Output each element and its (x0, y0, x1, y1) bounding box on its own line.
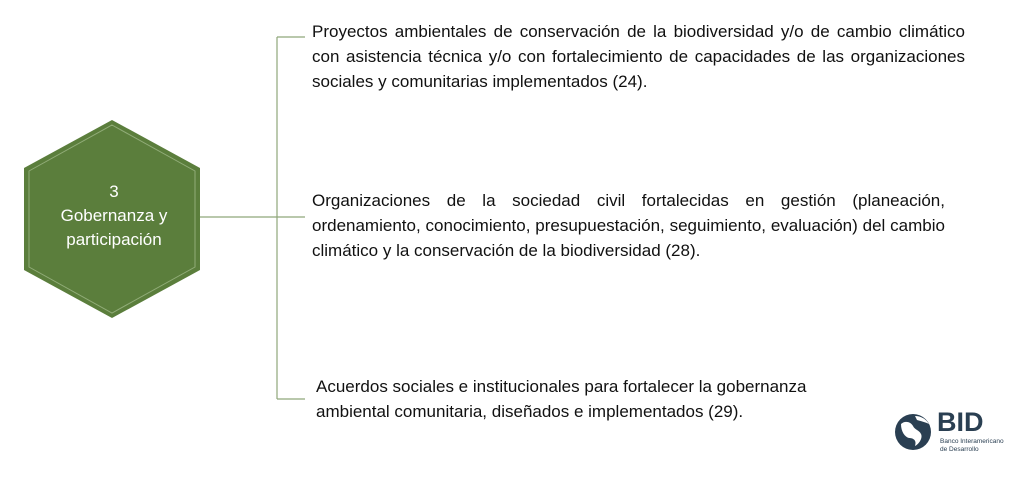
node-label (26, 180, 202, 252)
outcome-item-3: Acuerdos sociales e institucionales para fortalecer la gobernanza ambiental comunitaria, diseñados e implementados (29). (316, 377, 807, 421)
node-number: 3 (109, 182, 119, 201)
node-title-line2: participación (66, 230, 162, 249)
bid-subtitle-line2: de Desarrollo (940, 446, 979, 453)
bid-subtitle (940, 438, 1004, 454)
outcome-item-1: Proyectos ambientales de conservación de la biodiversidad y/o de cambio climático con asistencia técnica y/o con fortalecimiento de capacidades de las organizaciones sociales y comunitarias implementados (24). (312, 22, 965, 91)
node-title-line1: Gobernanza y (60, 206, 168, 225)
bid-wordmark: BID (937, 407, 984, 437)
bid-subtitle-line1: Banco Interamericano (940, 438, 1004, 445)
bid-globe-icon (893, 410, 937, 454)
outcome-item-2: Organizaciones de la sociedad civil fortalecidas en gestión (planeación, ordenamiento, conocimiento, presupuestación, seguimiento, evaluación) del cambio climático y la conservación de la biodiversidad (28). (312, 191, 945, 260)
bid-logo (893, 408, 1013, 468)
